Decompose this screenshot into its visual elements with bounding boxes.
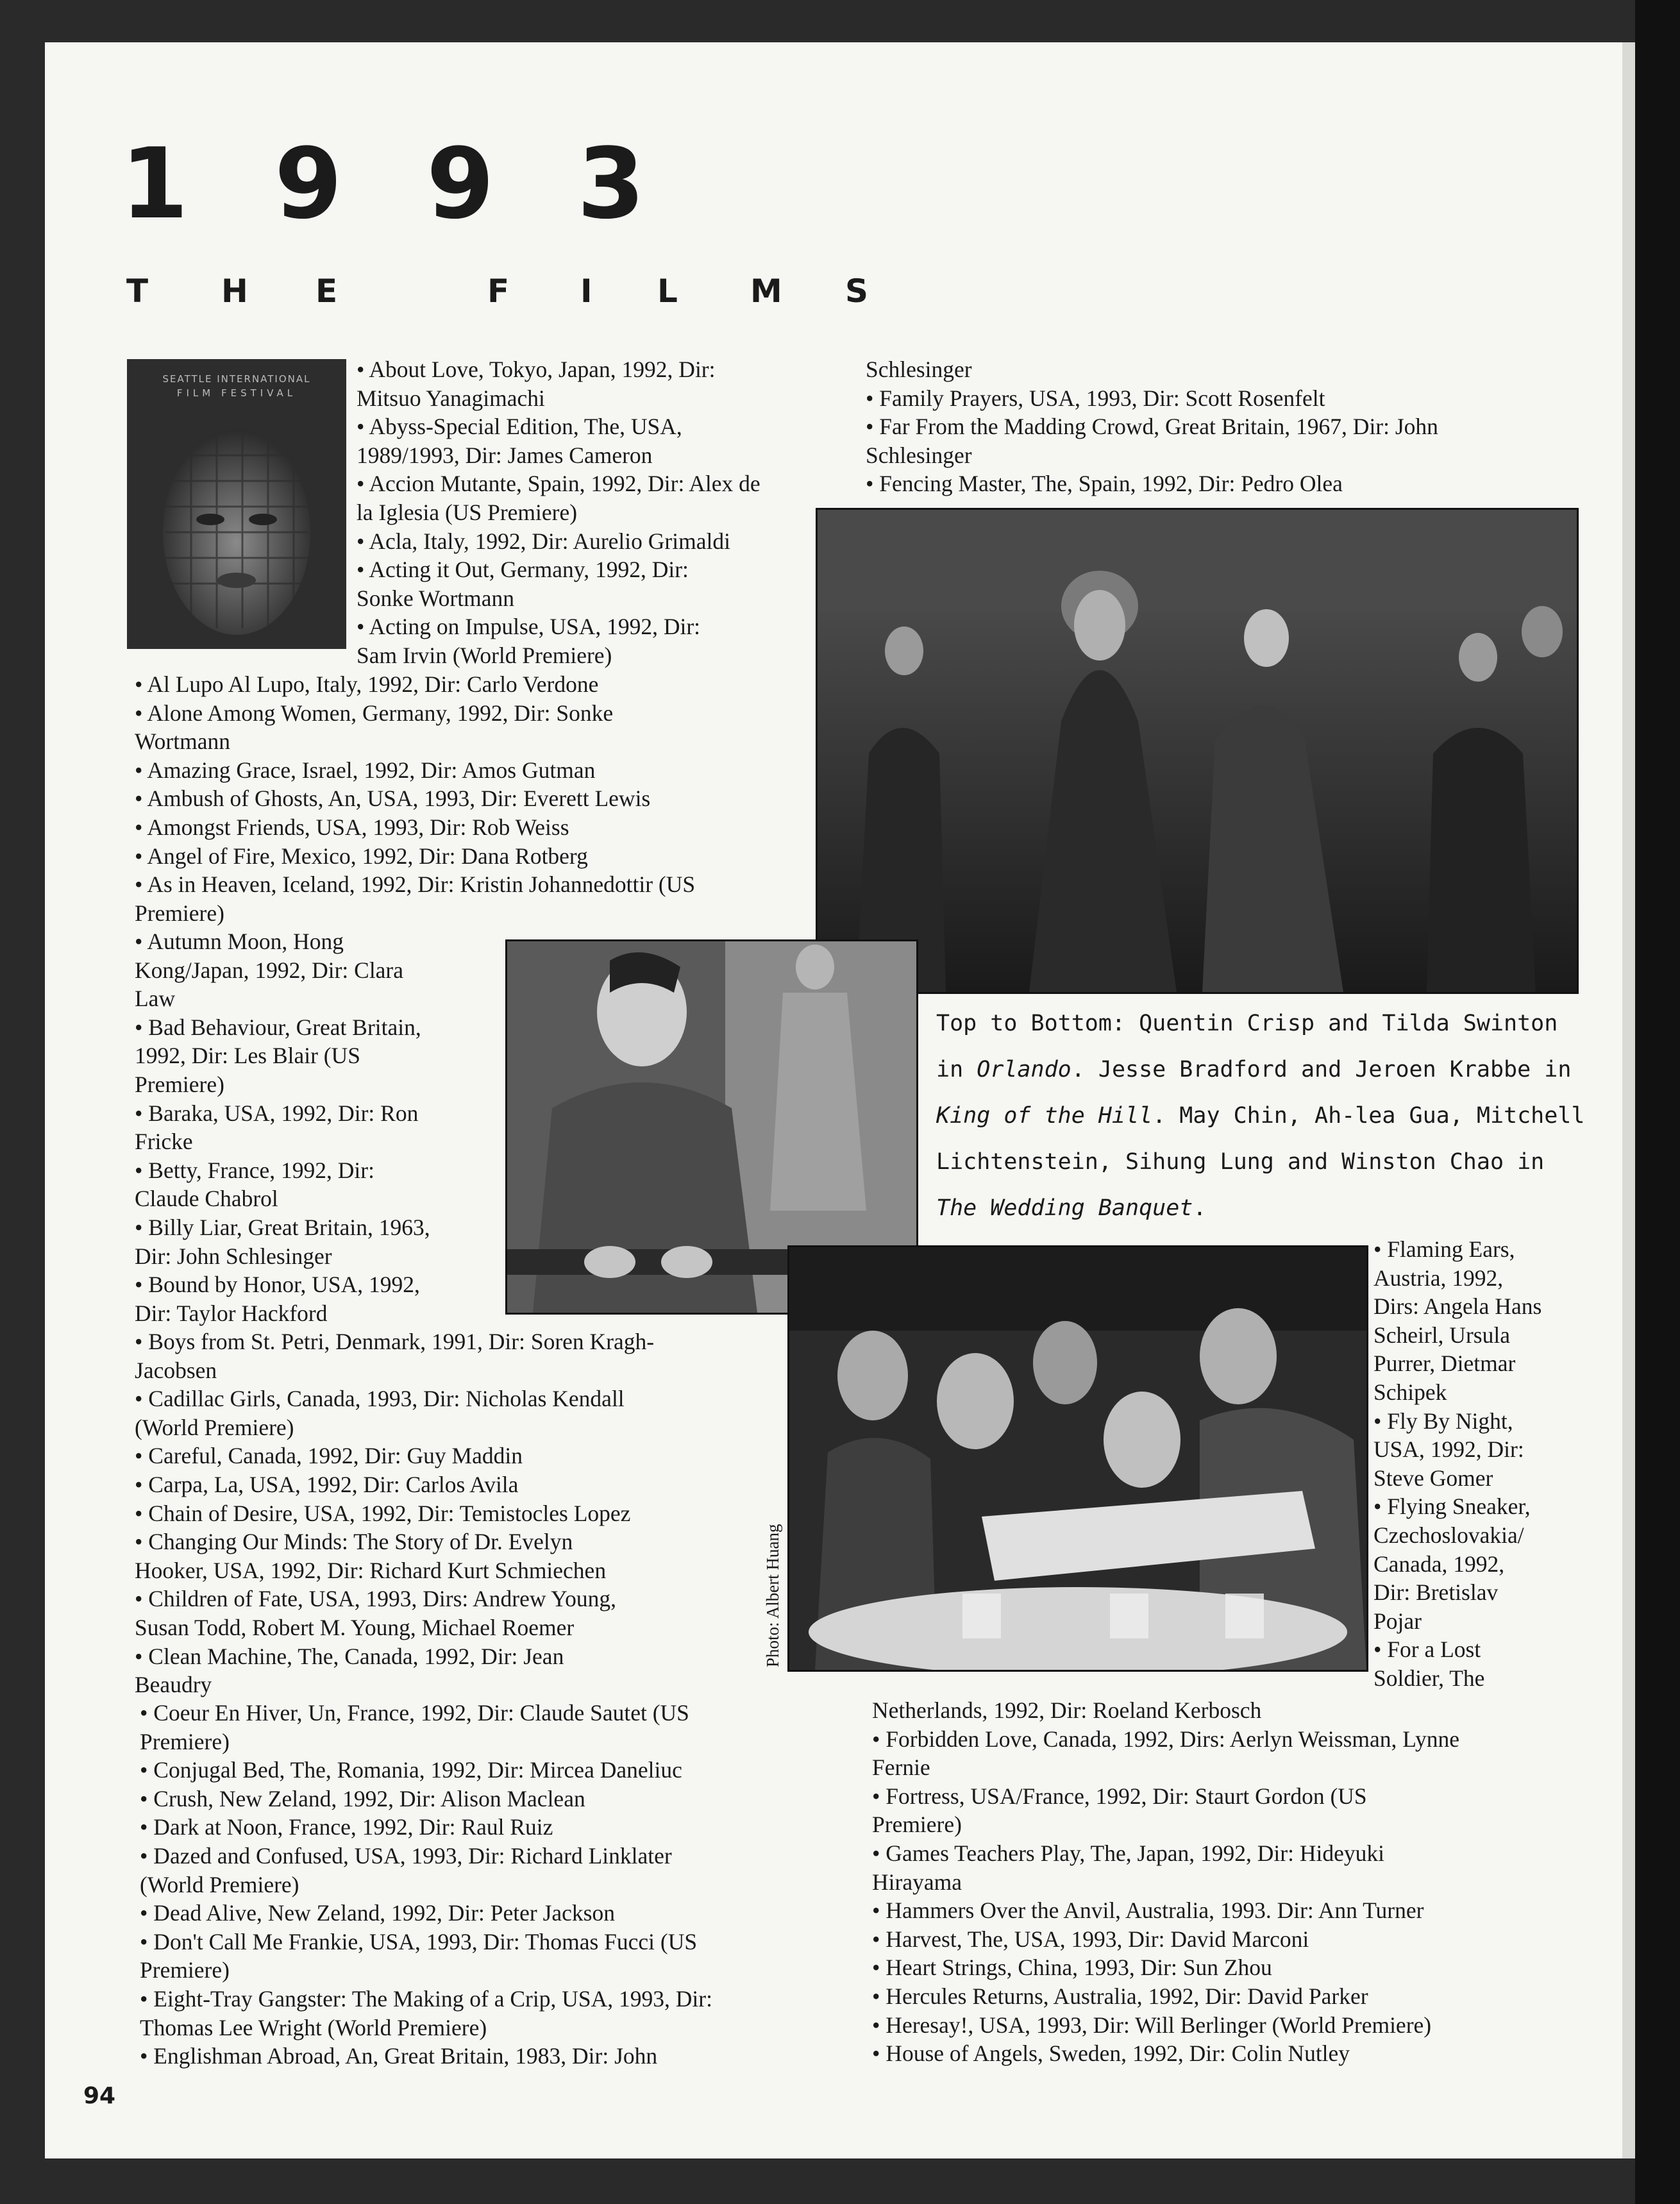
film-title: King of the Hill	[936, 1103, 1153, 1129]
list-line: • Dark at Noon, France, 1992, Dir: Raul Ruiz	[140, 1814, 553, 1840]
list-line: Steve Gomer	[1373, 1465, 1493, 1491]
heading-letter: F	[487, 273, 510, 310]
wedding-banquet-photo	[787, 1245, 1368, 1672]
list-line: Dir: John Schlesinger	[135, 1243, 332, 1269]
heading-letter: L	[657, 273, 678, 310]
list-line: • Alone Among Women, Germany, 1992, Dir: Sonke	[135, 700, 614, 726]
list-line: • Billy Liar, Great Britain, 1963,	[135, 1214, 430, 1240]
film-list-left-top	[357, 355, 760, 670]
list-line: • Carpa, La, USA, 1992, Dir: Carlos Avila	[135, 1471, 519, 1497]
list-line: • Games Teachers Play, The, Japan, 1992, Dir: Hideyuki	[872, 1840, 1384, 1866]
list-line: Fricke	[135, 1129, 193, 1155]
list-line: • Hercules Returns, Australia, 1992, Dir: David Parker	[872, 1983, 1368, 2009]
list-line: Premiere)	[135, 900, 224, 926]
list-line: 1989/1993, Dir: James Cameron	[357, 442, 653, 468]
year-digit: 9	[274, 127, 342, 240]
list-line: • Abyss-Special Edition, The, USA,	[357, 414, 682, 440]
list-line: • Family Prayers, USA, 1993, Dir: Scott Rosenfelt	[866, 385, 1325, 411]
list-line: Sam Irvin (World Premiere)	[357, 642, 612, 668]
list-line: Hirayama	[872, 1869, 962, 1895]
list-line: (World Premiere)	[140, 1871, 299, 1897]
list-line: Pojar	[1373, 1608, 1422, 1634]
year-digit: 3	[577, 127, 645, 240]
heading-letter: M	[750, 273, 782, 310]
list-line: Law	[135, 986, 176, 1012]
list-line: Premiere)	[140, 1728, 230, 1754]
list-line: Netherlands, 1992, Dir: Roeland Kerbosch	[872, 1697, 1262, 1723]
film-list-left-narrow	[135, 927, 430, 1327]
list-line: • Angel of Fire, Mexico, 1992, Dir: Dana Rotberg	[135, 843, 588, 869]
list-line: Wortmann	[135, 728, 230, 755]
list-line: • Children of Fate, USA, 1993, Dirs: Andrew Young,	[135, 1586, 617, 1612]
list-line: • Amazing Grace, Israel, 1992, Dir: Amos Gutman	[135, 757, 596, 783]
caption-line: King of the Hill. May Chin, Ah-lea Gua, Mitchell	[936, 1103, 1585, 1129]
list-line: Canada, 1992,	[1373, 1551, 1505, 1577]
caption-line: in Orlando. Jesse Bradford and Jeroen Krabbe in	[936, 1057, 1572, 1082]
film-title: The Wedding Banquet	[936, 1195, 1193, 1221]
film-title: Orlando	[977, 1057, 1071, 1082]
list-line: • Conjugal Bed, The, Romania, 1992, Dir: Mircea Daneliuc	[140, 1757, 682, 1783]
list-line: • Acting it Out, Germany, 1992, Dir:	[357, 557, 689, 583]
list-line: • For a Lost	[1373, 1636, 1481, 1663]
list-line: Dir: Taylor Hackford	[135, 1300, 328, 1326]
heading-letter: S	[845, 273, 869, 310]
festival-poster-image	[127, 359, 346, 649]
poster-subtitle: FILM FESTIVAL	[176, 387, 297, 399]
list-line: • As in Heaven, Iceland, 1992, Dir: Kristin Johannedottir (US	[135, 871, 696, 898]
list-line: • Changing Our Minds: The Story of Dr. Evelyn	[135, 1529, 573, 1555]
list-line: Schipek	[1373, 1379, 1447, 1405]
list-line: Dirs: Angela Hans	[1373, 1293, 1542, 1320]
list-line: • Flaming Ears,	[1373, 1236, 1515, 1262]
list-line: • Careful, Canada, 1992, Dir: Guy Maddin	[135, 1443, 523, 1469]
list-line: Thomas Lee Wright (World Premiere)	[140, 2014, 487, 2040]
list-line: Premiere)	[140, 1957, 230, 1983]
list-line: • Accion Mutante, Spain, 1992, Dir: Alex de	[357, 471, 760, 497]
list-line: • Flying Sneaker,	[1373, 1493, 1531, 1520]
list-line: Jacobsen	[135, 1357, 217, 1383]
caption-line: The Wedding Banquet.	[936, 1195, 1207, 1221]
list-line: Czechoslovakia/	[1373, 1522, 1524, 1548]
list-line: • Al Lupo Al Lupo, Italy, 1992, Dir: Carlo Verdone	[135, 671, 599, 697]
list-line: (World Premiere)	[135, 1414, 294, 1440]
list-line: • Don't Call Me Frankie, USA, 1993, Dir: Thomas Fucci (US	[140, 1928, 698, 1955]
list-line: Hooker, USA, 1992, Dir: Richard Kurt Schmiechen	[135, 1557, 607, 1583]
list-line: • Autumn Moon, Hong	[135, 929, 344, 954]
list-line: Susan Todd, Robert M. Young, Michael Roemer	[135, 1614, 575, 1640]
list-line: la Iglesia (US Premiere)	[357, 499, 578, 525]
list-line: • Baraka, USA, 1992, Dir: Ron	[135, 1100, 419, 1126]
heading-letter: I	[580, 273, 592, 310]
list-line: • Dazed and Confused, USA, 1993, Dir: Richard Linklater	[140, 1842, 672, 1869]
film-list-right-top	[866, 355, 1438, 498]
list-line: • Harvest, The, USA, 1993, Dir: David Marconi	[872, 1926, 1309, 1952]
list-line: • Amongst Friends, USA, 1993, Dir: Rob Weiss	[135, 814, 569, 840]
page-number: 94	[83, 2083, 116, 2109]
list-line: • Acla, Italy, 1992, Dir: Aurelio Grimaldi	[357, 528, 730, 554]
list-line: Fernie	[872, 1754, 930, 1781]
list-line: • Crush, New Zeland, 1992, Dir: Alison Maclean	[140, 1785, 585, 1812]
list-line: • Hammers Over the Anvil, Australia, 1993. Dir: Ann Turner	[872, 1897, 1424, 1924]
list-line: • About Love, Tokyo, Japan, 1992, Dir:	[357, 357, 716, 382]
film-list-left-end	[140, 1699, 712, 2071]
film-list-left-mid	[135, 670, 695, 927]
list-line: • Bad Behaviour, Great Britain,	[135, 1014, 421, 1040]
list-line: Schlesinger	[866, 442, 972, 468]
list-line: • Far From the Madding Crowd, Great Britain, 1967, Dir: John	[866, 414, 1438, 440]
list-line: • Cadillac Girls, Canada, 1993, Dir: Nicholas Kendall	[135, 1386, 625, 1412]
list-line: Premiere)	[135, 1071, 224, 1097]
poster-title: SEATTLE INTERNATIONAL	[162, 373, 311, 385]
list-line: • Chain of Desire, USA, 1992, Dir: Temistocles Lopez	[135, 1500, 631, 1526]
list-line: • Englishman Abroad, An, Great Britain, 1983, Dir: John	[140, 2043, 658, 2069]
list-line: • Fencing Master, The, Spain, 1992, Dir: Pedro Olea	[866, 471, 1343, 497]
list-line: • Boys from St. Petri, Denmark, 1991, Dir: Soren Kragh-	[135, 1329, 655, 1354]
year-digit: 1	[121, 127, 189, 240]
list-line: Sonke Wortmann	[357, 585, 514, 611]
heading-letter: T	[126, 273, 149, 310]
list-line: • Eight-Tray Gangster: The Making of a Crip, USA, 1993, Dir:	[140, 1985, 712, 2012]
caption-line: Lichtenstein, Sihung Lung and Winston Chao in	[936, 1149, 1545, 1175]
list-line: • Betty, France, 1992, Dir:	[135, 1157, 374, 1183]
list-line: Austria, 1992,	[1373, 1265, 1504, 1291]
list-line: Purrer, Dietmar	[1373, 1350, 1516, 1377]
list-line: • Fortress, USA/France, 1992, Dir: Staurt Gordon (US	[872, 1783, 1367, 1809]
film-list-right-bottom	[872, 1696, 1459, 2068]
list-line: Schlesinger	[866, 357, 972, 382]
year-digit: 9	[426, 127, 494, 240]
list-line: • Dead Alive, New Zeland, 1992, Dir: Peter Jackson	[140, 1900, 615, 1926]
orlando-photo	[816, 508, 1579, 994]
list-line: Dir: Bretislav	[1373, 1579, 1499, 1606]
photo-credit: Photo: Albert Huang	[763, 1524, 782, 1667]
film-list-right-narrow	[1373, 1235, 1541, 1693]
binding-shadow	[1635, 0, 1680, 2204]
caption-line: Top to Bottom: Quentin Crisp and Tilda Swinton	[936, 1011, 1558, 1036]
list-line: • Heresay!, USA, 1993, Dir: Will Berlinger (World Premiere)	[872, 2012, 1432, 2038]
list-line: • Forbidden Love, Canada, 1992, Dirs: Aerlyn Weissman, Lynne	[872, 1726, 1459, 1752]
list-line: Claude Chabrol	[135, 1186, 278, 1212]
heading-letter: E	[315, 273, 338, 310]
list-line: USA, 1992, Dir:	[1373, 1436, 1524, 1463]
photo-caption	[936, 1000, 1584, 1231]
list-line: Beaudry	[135, 1672, 212, 1698]
list-line: • House of Angels, Sweden, 1992, Dir: Colin Nutley	[872, 2040, 1350, 2067]
heading-letter: H	[221, 273, 248, 310]
film-list-left-bottom	[135, 1327, 654, 1699]
list-line: • Clean Machine, The, Canada, 1992, Dir: Jean	[135, 1643, 564, 1669]
list-line: Kong/Japan, 1992, Dir: Clara	[135, 957, 404, 983]
list-line: Premiere)	[872, 1812, 962, 1838]
list-line: 1992, Dir: Les Blair (US	[135, 1043, 361, 1069]
list-line: Mitsuo Yanagimachi	[357, 385, 545, 411]
list-line: • Heart Strings, China, 1993, Dir: Sun Zhou	[872, 1955, 1272, 1981]
list-line: • Acting on Impulse, USA, 1992, Dir:	[357, 614, 701, 640]
list-line: • Bound by Honor, USA, 1992,	[135, 1272, 420, 1298]
list-line: Scheirl, Ursula	[1373, 1322, 1510, 1348]
list-line: • Ambush of Ghosts, An, USA, 1993, Dir: Everett Lewis	[135, 786, 651, 812]
list-line: • Coeur En Hiver, Un, France, 1992, Dir: Claude Sautet (US	[140, 1700, 689, 1726]
list-line: • Fly By Night,	[1373, 1408, 1513, 1434]
list-line: Soldier, The	[1373, 1665, 1485, 1691]
